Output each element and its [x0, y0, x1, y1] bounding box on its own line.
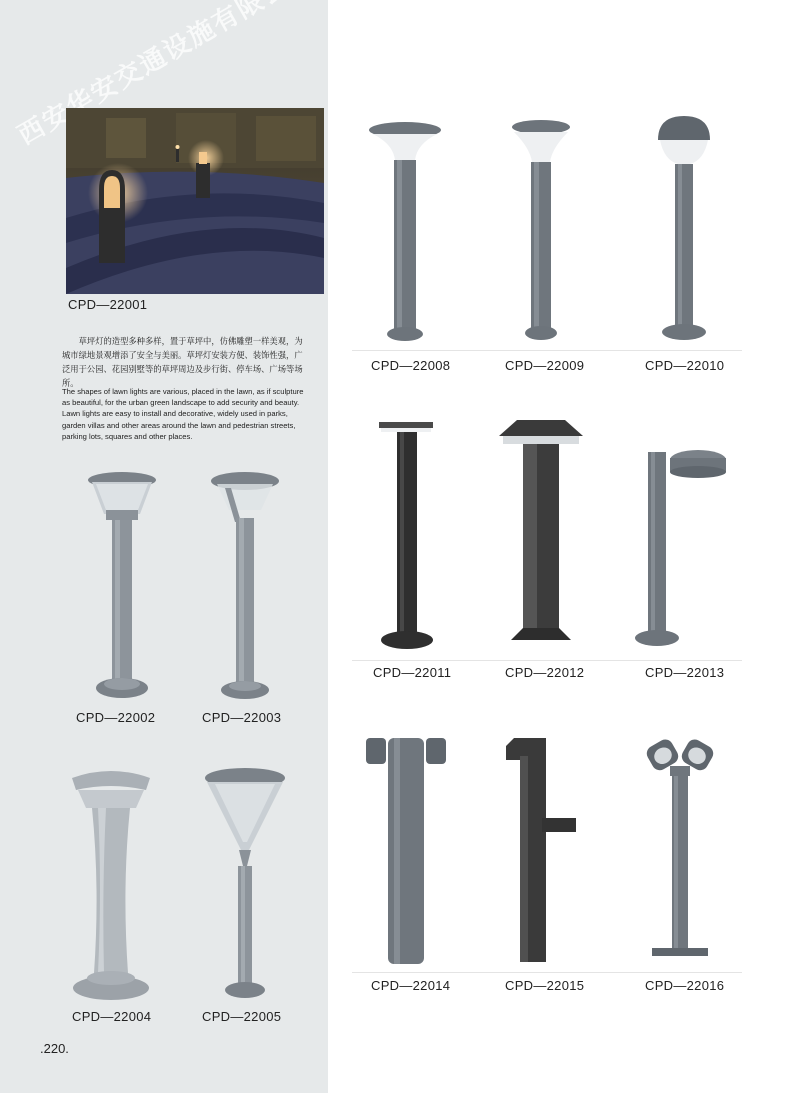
product-code-22001: CPD—22001	[68, 297, 148, 312]
lamp-image-22013	[632, 446, 728, 652]
row-divider-2	[352, 660, 742, 661]
lamp-image-22003	[207, 470, 283, 706]
product-code-22005: CPD—22005	[202, 1009, 282, 1024]
page-number: .220.	[40, 1041, 69, 1056]
lamp-image-22009	[508, 118, 574, 346]
lamp-image-22004	[66, 768, 156, 1004]
product-code-22011: CPD—22011	[373, 665, 452, 680]
product-code-22015: CPD—22015	[505, 978, 585, 993]
product-code-22009: CPD—22009	[505, 358, 585, 373]
product-code-22003: CPD—22003	[202, 710, 282, 725]
lamp-image-22016	[640, 736, 720, 966]
lamp-image-22014	[364, 734, 448, 966]
product-code-22014: CPD—22014	[371, 978, 451, 993]
product-photo-22001	[66, 108, 324, 294]
product-code-22016: CPD—22016	[645, 978, 725, 993]
lamp-image-22002	[84, 470, 160, 706]
lamp-image-22010	[652, 114, 716, 346]
product-code-22004: CPD—22004	[72, 1009, 152, 1024]
lamp-image-22008	[367, 120, 443, 346]
lamp-image-22012	[497, 418, 585, 650]
product-code-22002: CPD—22002	[76, 710, 156, 725]
row-divider-1	[352, 350, 742, 351]
description-chinese: 草坪灯的造型多种多样，置于草坪中，仿佛雕塑一样美观，为城市绿地景观增添了安全与美丽。草坪灯安装方便、装饰性强，广泛用于公园、花园别墅等的草坪周边及步行街、停车场、广场等场所。	[62, 336, 303, 388]
row-divider-3	[352, 972, 742, 973]
product-code-22010: CPD—22010	[645, 358, 725, 373]
lamp-image-22005	[201, 766, 289, 1004]
product-code-22008: CPD—22008	[371, 358, 451, 373]
description-english: The shapes of lawn lights are various, placed in the lawn, as if sculpture as beautiful, for the urban green landscape to add security and beauty. Lawn lights are easy to install and decorative, widely used in parks, garden villas and other areas around the lawn and pedestrian streets, parking lots, squares and other places.	[62, 387, 304, 441]
lamp-image-22011	[377, 420, 439, 652]
product-code-22012: CPD—22012	[505, 665, 585, 680]
product-code-22013: CPD—22013	[645, 665, 725, 680]
lamp-image-22015	[504, 736, 578, 966]
